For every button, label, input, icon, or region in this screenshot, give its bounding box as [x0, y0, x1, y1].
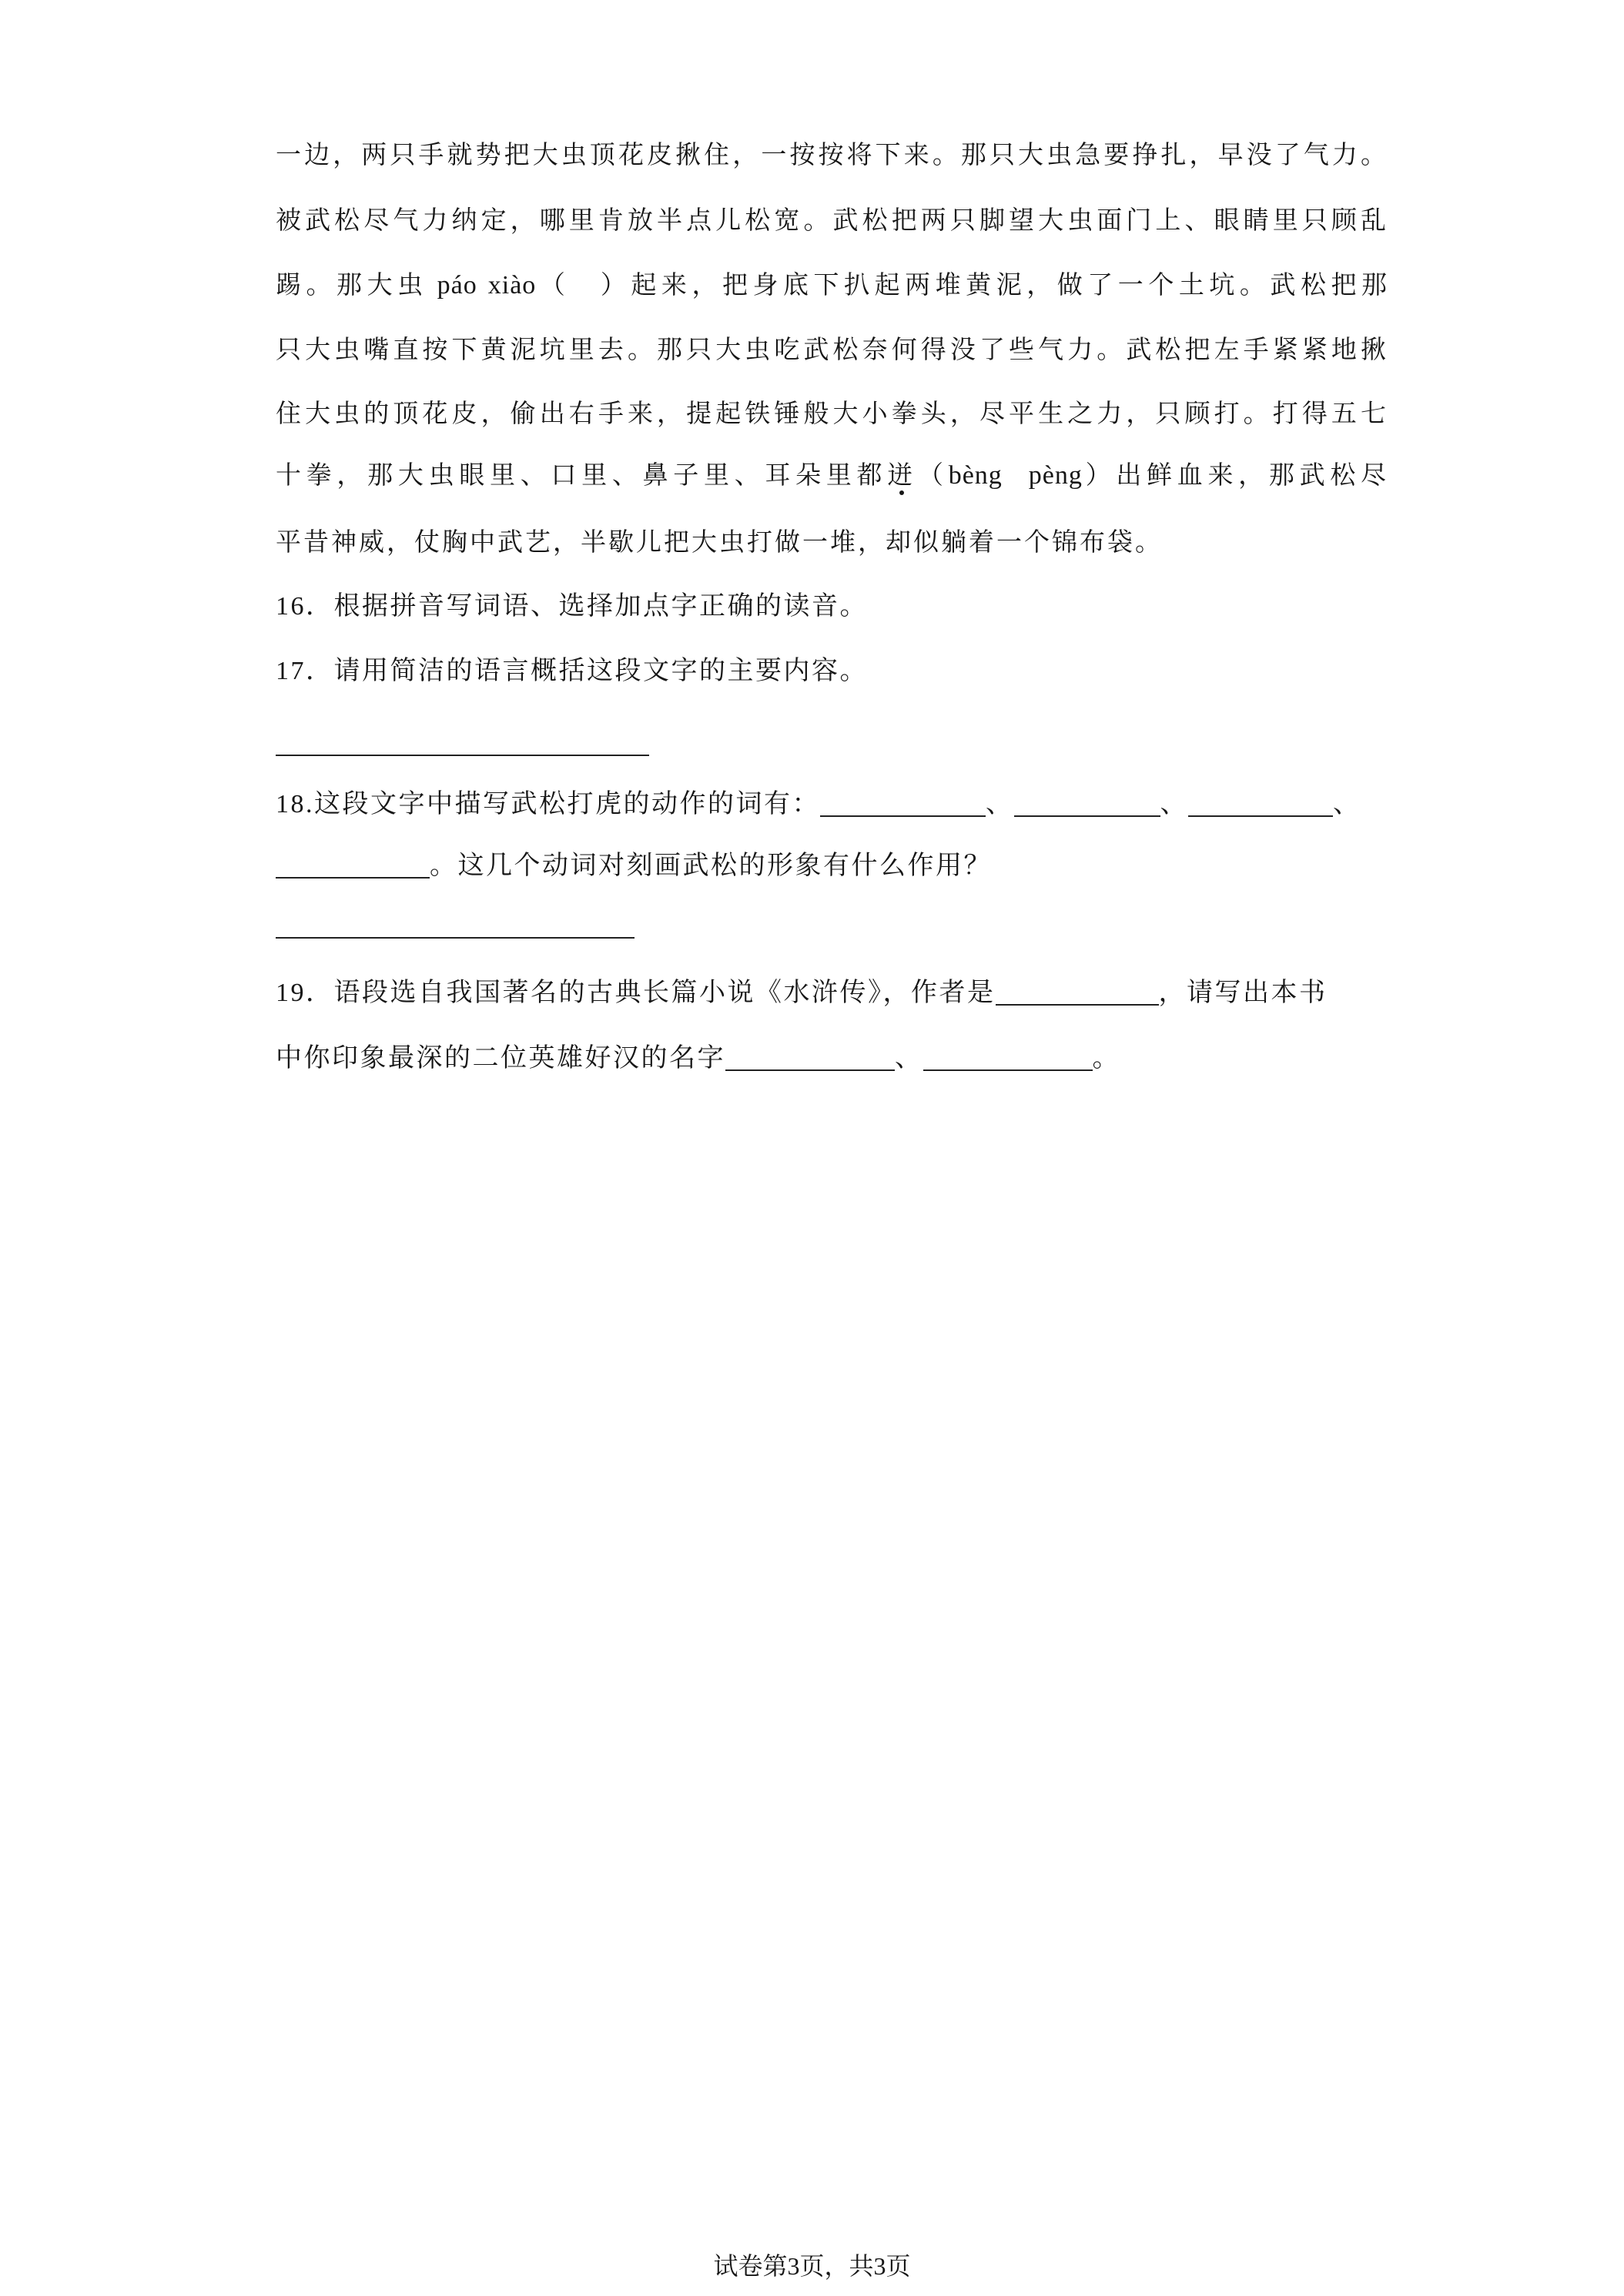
answer-parentheses: （ ）	[536, 269, 631, 300]
answer-blank	[276, 877, 430, 879]
question-19-line-1	[276, 970, 1388, 1016]
reading-option-b: pèng	[1028, 461, 1083, 490]
passage-text: 起来，把身底下扒起两堆黄泥，做了一个土坑。武松把那	[631, 269, 1388, 300]
passage-line-6	[276, 452, 1388, 498]
pinyin-prompt: páo xiào	[437, 271, 537, 300]
reading-option-a: bèng	[948, 461, 1003, 490]
passage-line-5: 住大虫的顶花皮，偷出右手来，提起铁锤般大小拳头，尽平生之力，只顾打。打得五七	[276, 398, 1388, 428]
separator: 、	[895, 1044, 923, 1073]
answer-blank	[1014, 815, 1160, 817]
passage-text: 出鲜血来，那武松尽	[1116, 460, 1388, 490]
question-19-text: 中你印象最深的二位英雄好汉的名字	[276, 1044, 725, 1073]
passage-line-3	[276, 262, 1388, 308]
answer-blank	[1188, 815, 1333, 817]
passage-text: 踢。那大虫	[276, 269, 428, 300]
passage-line-4: 只大虫嘴直按下黄泥坑里去。那只大虫吃武松奈何得没了些气力。武松把左手紧紧地揪	[276, 334, 1388, 364]
question-18-text: 。这几个动词对刻画武松的形象有什么作用？	[430, 852, 992, 880]
question-19-text: 。	[1092, 1044, 1120, 1073]
answer-blank	[725, 1069, 895, 1071]
answer-blank	[820, 815, 986, 817]
passage-line-2: 被武松尽气力纳定，哪里肯放半点儿松宽。武松把两只脚望大虫面门上、眼睛里只顾乱	[276, 205, 1388, 235]
question-17: 17．请用简洁的语言概括这段文字的主要内容。	[276, 657, 868, 685]
question-18-line-2	[276, 843, 1388, 889]
separator: 、	[1333, 790, 1361, 818]
answer-line-18	[276, 937, 635, 939]
question-16: 16．根据拼音写词语、选择加点字正确的读音。	[276, 592, 868, 621]
passage-text: 十拳，那大虫眼里、口里、鼻子里、耳朵里都	[276, 460, 888, 490]
question-19-text: 19．语段选自我国著名的古典长篇小说《水浒传》，作者是	[276, 979, 996, 1007]
separator: 、	[1160, 790, 1188, 818]
question-19-line-2	[276, 1036, 1388, 1082]
passage-line-7: 平昔神威，仗胸中武艺，半歇儿把大虫打做一堆，却似躺着一个锦布袋。	[276, 527, 1163, 557]
page-footer: 试卷第3页，共3页	[713, 2252, 911, 2280]
question-18-text: 18.这段文字中描写武松打虎的动作的词有：	[276, 790, 820, 818]
answer-blank	[923, 1069, 1093, 1071]
dotted-character: 迸	[887, 460, 918, 490]
question-18-line-1	[276, 782, 1388, 828]
answer-blank	[996, 1004, 1159, 1006]
paren-close: ）	[1082, 460, 1117, 490]
question-19-text: ，请写出本书	[1158, 979, 1328, 1007]
separator: 、	[986, 790, 1014, 818]
paren-open: （	[917, 460, 949, 490]
answer-line-17	[276, 755, 649, 756]
passage-line-1: 一边，两只手就势把大虫顶花皮揪住，一按按将下来。那只大虫急要挣扎，早没了气力。	[276, 139, 1388, 169]
